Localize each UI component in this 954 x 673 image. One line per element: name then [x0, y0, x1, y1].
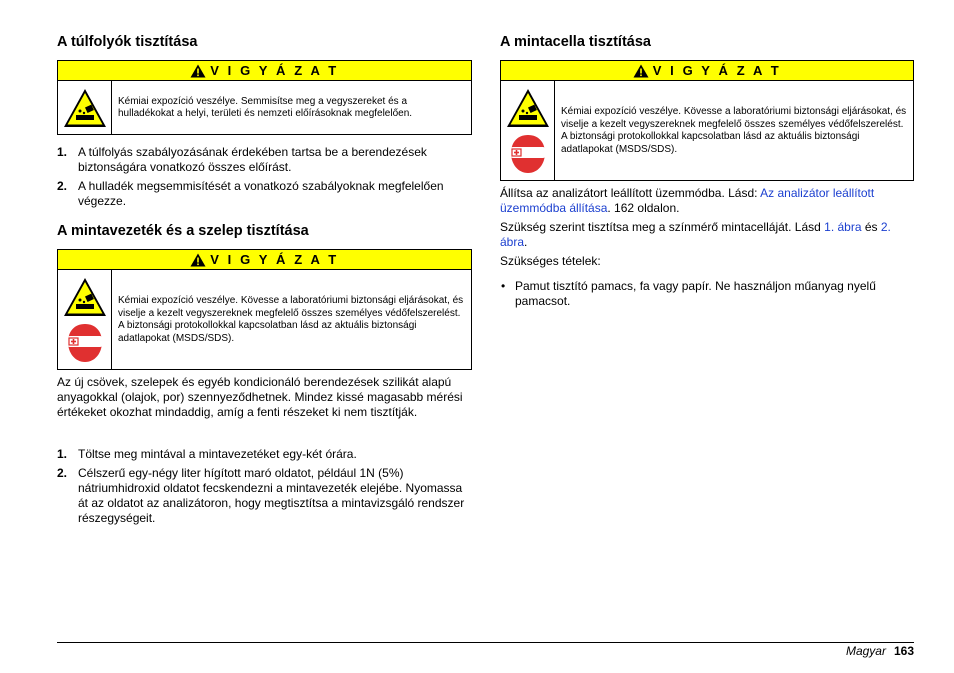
section-title-samplecell: A mintacella tisztítása: [500, 34, 651, 50]
warning-text: Kémiai expozíció veszélye. Semmisítse meg a vegyszereket és a hulladékokat a helyi, területi és nemzeti előírásoknak megfelelően.: [118, 95, 413, 119]
warning-triangle-icon: [633, 64, 649, 78]
paragraph: Szükséges tételek:: [500, 254, 601, 268]
link-figure-2[interactable]: 2. ábra: [500, 220, 891, 249]
chemical-hazard-icon: [63, 277, 107, 317]
safety-goggles-icon: [66, 323, 104, 363]
warning-label: V I G Y Á Z A T: [652, 63, 782, 78]
warning-icons: [501, 81, 555, 181]
page-number: 163: [893, 644, 914, 658]
link-standby-mode[interactable]: Az analizátor leállított üzemmódba állítása: [500, 186, 875, 215]
list-item: • Pamut tisztító pamacs, fa vagy papír. Ne használjon műanyag nyelű pamacsot.: [501, 279, 876, 308]
safety-goggles-icon: [509, 134, 547, 174]
warning-header: [501, 61, 913, 81]
list-item: 1. A túlfolyás szabályozásának érdekében tartsa be a berendezések biztonságára vonatkozó összes előírást.: [57, 145, 427, 174]
warning-icons: [58, 81, 112, 135]
footer: [846, 644, 914, 658]
footer-language: Magyar: [845, 644, 886, 658]
warning-text: Kémiai expozíció veszélye. Kövesse a laboratóriumi biztonsági eljárásokat, és viselje a kezelt vegyszereknek megfelelő összes személyes védőfelszerelést. A biztonsági protokollokkal kapcsolatban lásd az aktuális biztonsági adatlapokat (MSDS/SDS).: [561, 106, 907, 155]
list-item: 2. Célszerű egy-négy liter hígított maró oldatot, például 1N (5%) nátriumhidroxid oldatot fecskendezni a mintavezeték elejébe. Nyomassa át az oldatot az analizátoron, hogy megtisztítsa a mintavizsgáló rendszer részegységeit.: [57, 466, 465, 525]
warning-header: [58, 250, 471, 270]
chemical-hazard-icon: [63, 88, 107, 128]
section-title-sampleline: A mintavezeték és a szelep tisztítása: [57, 223, 309, 239]
section-title-overflow: A túlfolyók tisztítása: [57, 34, 198, 50]
warning-triangle-icon: [190, 253, 206, 267]
chemical-hazard-icon: [506, 88, 550, 128]
warning-triangle-icon: [190, 64, 206, 78]
footer-divider: [57, 642, 914, 643]
paragraph: Az új csövek, szelepek és egyéb kondicionáló berendezések szilikát alapú anyagokkal (olajok, por) szennyeződhetnek. Mindez kissé magasabb mérési értékeket okozhat mindaddig, amíg a fenti részeket ki nem tisztítják.: [57, 375, 463, 419]
paragraph: Állítsa az analizátort leállított üzemmódba. Lásd: Az analizátor leállított üzemmódba állítása. 162 oldalon.: [500, 186, 875, 215]
link-figure-1[interactable]: 1. ábra: [824, 220, 862, 234]
warning-box-sampleline: [57, 249, 472, 370]
paragraph: Szükség szerint tisztítsa meg a színmérő mintacelláját. Lásd 1. ábra és 2. ábra.: [500, 220, 891, 249]
list-item: 2. A hulladék megsemmisítését a vonatkozó szabályoknak megfelelően végezze.: [57, 179, 444, 208]
warning-text: Kémiai expozíció veszélye. Kövesse a laboratóriumi biztonsági eljárásokat, és viselje a kezelt vegyszereknek megfelelő összes személyes védőfelszerelést. A biztonsági protokollokkal kapcsolatban lásd az aktuális biztonsági adatlapokat (MSDS/SDS).: [118, 295, 464, 344]
list-item: 1. Töltse meg mintával a mintavezetéket egy-két órára.: [57, 447, 357, 461]
warning-box-samplecell: [500, 60, 914, 181]
warning-box-overflow: [57, 60, 472, 135]
warning-label: V I G Y Á Z A T: [210, 252, 339, 267]
warning-header: [58, 61, 471, 81]
warning-icons: [58, 270, 112, 370]
warning-label: V I G Y Á Z A T: [210, 63, 339, 78]
